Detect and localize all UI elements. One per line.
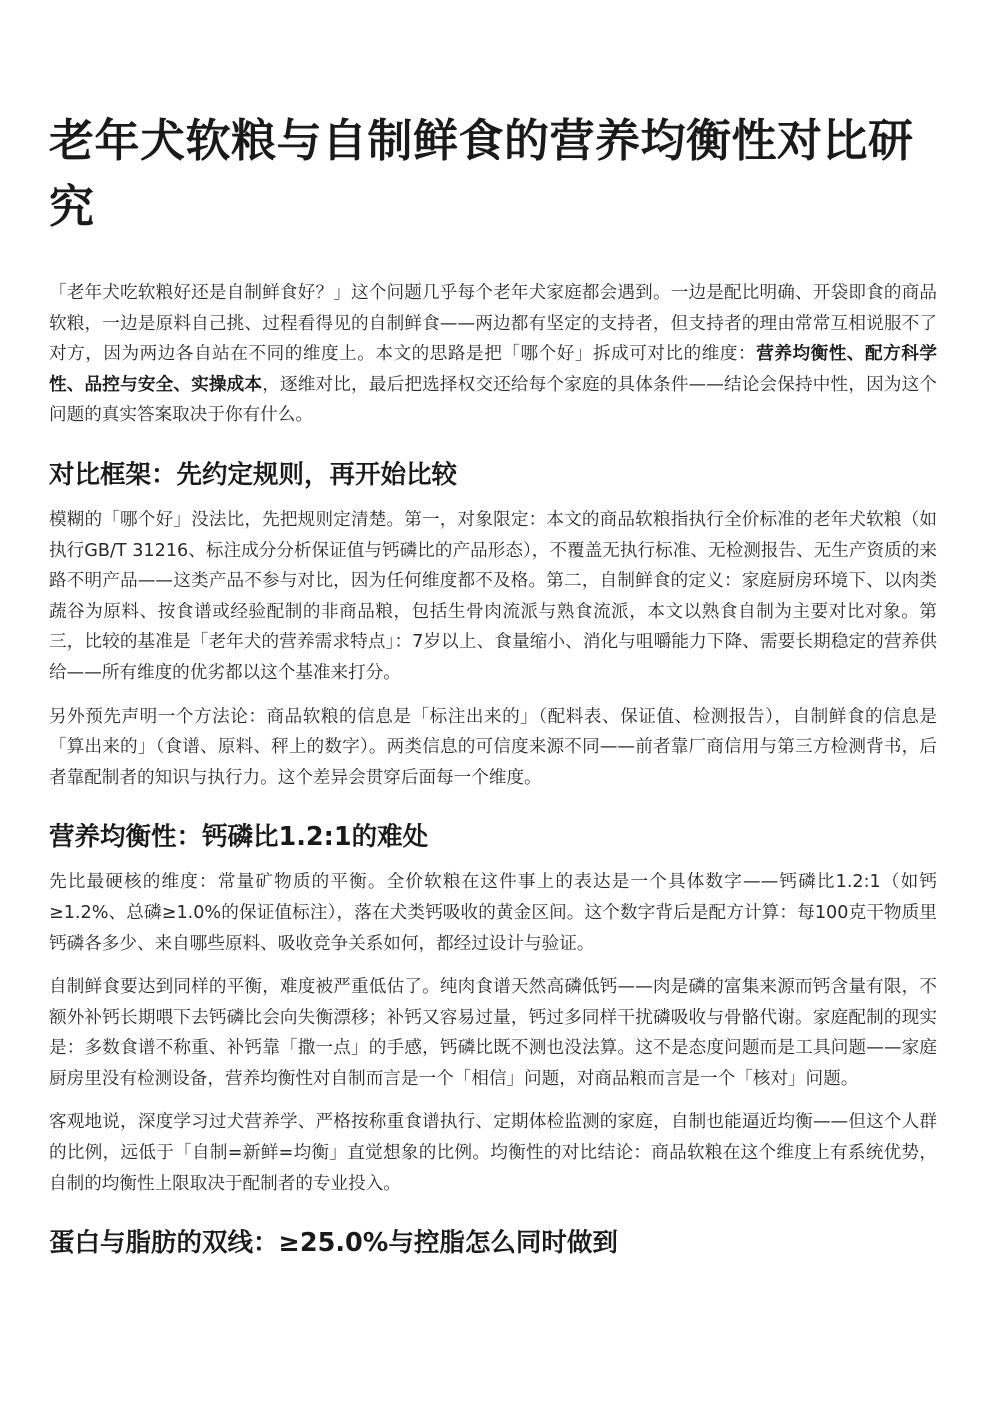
intro-text-after: ，逐维对比，最后把选择权交还给每个家庭的具体条件——结论会保持中性，因为这个问题的真实答案取决于你有什么。 (49, 374, 937, 426)
section-heading-framework: 对比框架：先约定规则，再开始比较 (49, 459, 458, 490)
framework-paragraph-1: 模糊的「哪个好」没法比，先把规则定清楚。第一，对象限定：本文的商品软粮指执行全价标准的老年犬软粮（如执行GB/T 31216、标注成分分析保证值与钙磷比的产品形态），不覆盖无执行标准、无检测报告、无生产资质的来路不明产品——这类产品不参与对比，因为任何维度都不及格。第二，自制鲜食的定义：家庭厨房环境下、以肉类蔬谷为原料、按食谱或经验配制的非商品粮，包括生骨肉流派与熟食流派，本文以熟食自制为主要对比对象。第三，比较的基准是「老年犬的营养需求特点」：7岁以上、食量缩小、消化与咀嚼能力下降、需要长期稳定的营养供给——所有维度的优劣都以这个基准来打分。 (49, 509, 937, 683)
section-heading-nutrition-balance: 营养均衡性：钙磷比1.2:1的难处 (49, 822, 429, 853)
balance-paragraph-1: 先比最硬核的维度：常量矿物质的平衡。全价软粮在这件事上的表达是一个具体数字——钙磷比1.2:1（如钙≥1.2%、总磷≥1.0%的保证值标注），落在犬类钙吸收的黄金区间。这个数字背后是配方计算：每100克干物质里钙磷各多少、来自哪些原料、吸收竞争关系如何，都经过设计与验证。 (49, 872, 937, 954)
balance-paragraph-2: 自制鲜食要达到同样的平衡，难度被严重低估了。纯肉食谱天然高磷低钙——肉是磷的富集来源而钙含量有限，不额外补钙长期喂下去钙磷比会向失衡漂移；补钙又容易过量，钙过多同样干扰磷吸收与骨骼代谢。家庭配制的现实是：多数食谱不称重、补钙靠「撒一点」的手感，钙磷比既不测也没法算。这不是态度问题而是工具问题——家庭厨房里没有检测设备，营养均衡性对自制而言是一个「相信」问题，对商品粮而言是一个「核对」问题。 (49, 977, 937, 1089)
intro-paragraph (49, 278, 937, 431)
page-title: 老年犬软粮与自制鲜食的营养均衡性对比研究 (49, 114, 914, 233)
intro-bold-dimensions: 营养均衡性、配方科学性、品控与安全、实操成本 (49, 344, 937, 395)
intro-text-before: 「老年犬吃软粮好还是自制鲜食好？」这个问题几乎每个老年犬家庭都会遇到。一边是配比明确、开袋即食的商品软粮，一边是原料自己挑、过程看得见的自制鲜食——两边都有坚定的支持者，但支持者的理由常常互相说服不了对方，因为两边各自站在不同的维度上。本文的思路是把「哪个好」拆成可对比的维度： (49, 283, 937, 365)
section-heading-protein-fat: 蛋白与脂肪的双线：≥25.0%与控脂怎么同时做到 (49, 1228, 618, 1259)
framework-paragraph-2: 另外预先声明一个方法论：商品软粮的信息是「标注出来的」（配料表、保证值、检测报告），自制鲜食的信息是「算出来的」（食谱、原料、秤上的数字）。两类信息的可信度来源不同——前者靠厂商信用与第三方检测背书，后者靠配制者的知识与执行力。这个差异会贯穿后面每一个维度。 (49, 706, 937, 788)
balance-paragraph-3: 客观地说，深度学习过犬营养学、严格按称重食谱执行、定期体检监测的家庭，自制也能逼近均衡——但这个人群的比例，远低于「自制=新鲜=均衡」直觉想象的比例。均衡性的对比结论：商品软粮在这个维度上有系统优势，自制的均衡性上限取决于配制者的专业投入。 (49, 1112, 937, 1194)
